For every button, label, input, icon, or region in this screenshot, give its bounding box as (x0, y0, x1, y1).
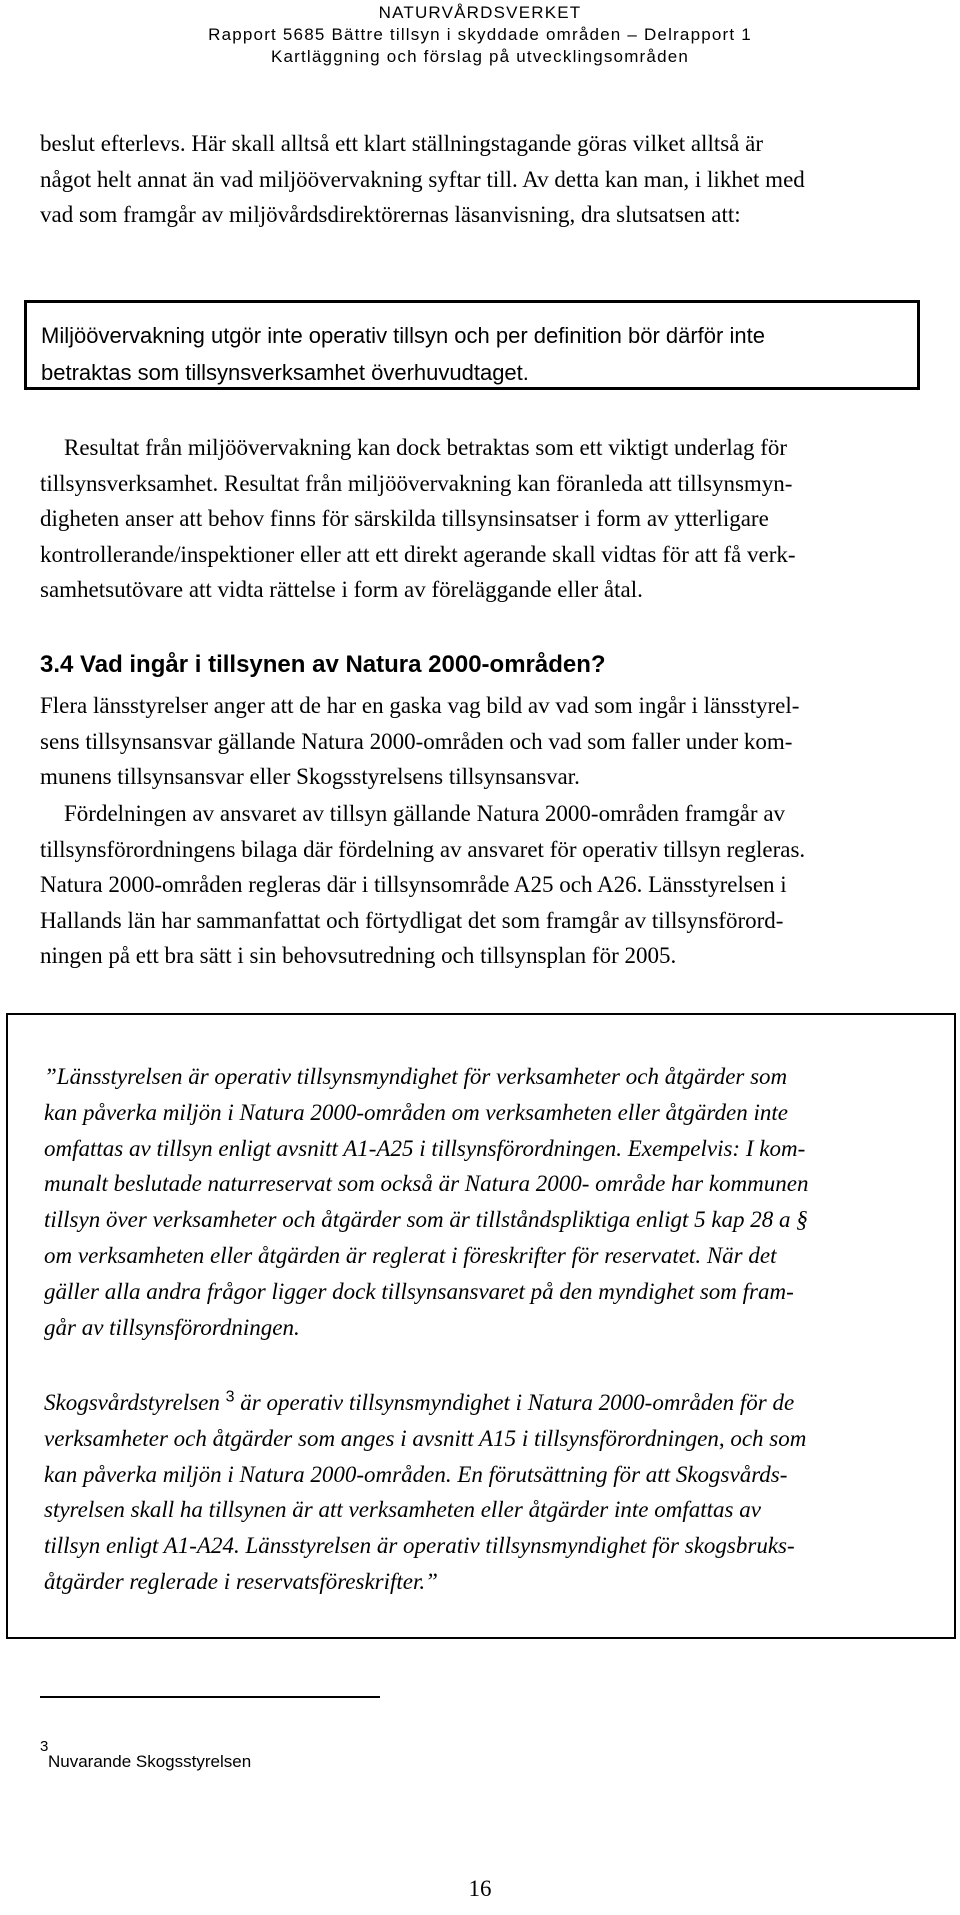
conclusion-box (24, 300, 920, 390)
page-header (0, 2, 960, 68)
header-report-title: Rapport 5685 Bättre tillsyn i skyddade områden – Delrapport 1 (208, 25, 752, 44)
footnote-number: 3 (40, 1738, 49, 1755)
quote-agency-name: Skogsvårdstyrelsen (44, 1390, 220, 1415)
header-org: NATURVÅRDSVERKET (378, 3, 582, 22)
quote-line: styrelsen skall ha tillsynen är att verksamheten eller åtgärder inte omfattas av (44, 1497, 761, 1523)
quote-line: munalt beslutade naturreservat som också är Natura 2000- område har kommunen (44, 1171, 809, 1197)
header-subtitle: Kartläggning och förslag på utvecklingsområden (270, 47, 690, 66)
result-line: kontrollerande/inspektioner eller att ett direkt agerande skall vidtas för att få verk- (40, 541, 796, 567)
quote-line: åtgärder reglerade i reservatsföreskrifter.” (44, 1568, 438, 1594)
intro-line: något helt annat än vad miljöövervakning syftar till. Av detta kan man, i likhet med (40, 166, 805, 192)
quote-line: kan påverka miljön i Natura 2000-områden. En förutsättning för att Skogsvårds- (44, 1461, 788, 1487)
section-p2-line: Fördelningen av ansvaret av tillsyn gällande Natura 2000-områden framgår av (64, 801, 786, 826)
conclusion-line: betraktas som tillsynsverksamhet överhuvudtaget. (41, 360, 529, 385)
section-p1-line: munens tillsynsansvar eller Skogsstyrelsens tillsynsansvar. (40, 764, 580, 789)
page-number: 16 (468, 1876, 492, 1901)
section-paragraph-1 (40, 688, 930, 795)
section-p2-line: tillsynsförordningens bilaga där fördelning av ansvaret för operativ tillsyn regleras. (40, 836, 806, 862)
result-line: samhetsutövare att vidta rättelse i form av föreläggande eller åtal. (40, 577, 643, 602)
intro-line: vad som framgår av miljövårdsdirektörernas läsanvisning, dra slutsatsen att: (40, 202, 741, 227)
section-heading: 3.4 Vad ingår i tillsynen av Natura 2000-områden? (40, 651, 606, 678)
section-p2-line: Hallands län har sammanfattat och förtydligat det som framgår av tillsynsförord- (40, 907, 784, 933)
footnote-reference: 3 (225, 1388, 235, 1406)
footnote-text: Nuvarande Skogsstyrelsen (48, 1752, 252, 1771)
result-paragraph (40, 430, 930, 608)
intro-paragraph (40, 126, 930, 233)
result-line: tillsynsverksamhet. Resultat från miljöövervakning kan föranleda att tillsynsmyn- (40, 470, 793, 496)
section-paragraph-2 (40, 796, 930, 974)
quote-line: gäller alla andra frågor ligger dock tillsynsansvaret på den myndighet som fram- (44, 1278, 794, 1304)
result-line: Resultat från miljöövervakning kan dock betraktas som ett viktigt underlag för (64, 435, 788, 460)
section-p2-line: ningen på ett bra sätt i sin behovsutredning och tillsynsplan för 2005. (40, 943, 677, 968)
intro-line: beslut efterlevs. Här skall alltså ett klart ställningstagande göras vilket alltså är (40, 131, 763, 156)
quote-line: ”Länsstyrelsen är operativ tillsynsmyndighet för verksamheter och åtgärder som (44, 1064, 788, 1089)
quote-box (6, 1013, 956, 1639)
section-p1-line: sens tillsynsansvar gällande Natura 2000-områden och vad som faller under kom- (40, 728, 793, 754)
quote-line: tillsyn enligt A1-A24. Länsstyrelsen är operativ tillsynsmyndighet för skogsbruks- (44, 1533, 795, 1559)
quote-paragraph-1 (44, 1059, 924, 1345)
quote-line: verksamheter och åtgärder som anges i avsnitt A15 i tillsynsförordningen, och som (44, 1425, 807, 1451)
section-p2-line: Natura 2000-områden regleras där i tillsynsområde A25 och A26. Länsstyrelsen i (40, 872, 787, 897)
quote-line: går av tillsynsförordningen. (44, 1314, 300, 1340)
quote-line: kan påverka miljön i Natura 2000-områden om verksamheten eller åtgärden inte (44, 1099, 788, 1125)
quote-first-line-rest: är operativ tillsynsmyndighet i Natura 2000-områden för de (240, 1390, 795, 1415)
quote-line: omfattas av tillsyn enligt avsnitt A1-A25 i tillsynsförordningen. Exempelvis: I kom- (44, 1135, 806, 1161)
quote-paragraph-2 (44, 1385, 924, 1600)
conclusion-line: Miljöövervakning utgör inte operativ tillsyn och per definition bör därför inte (41, 323, 765, 348)
quote-line: om verksamheten eller åtgärden är reglerat i föreskrifter för reservatet. När det (44, 1242, 777, 1268)
result-line: digheten anser att behov finns för särskilda tillsynsinsatser i form av ytterligare (40, 506, 769, 531)
section-p1-line: Flera länsstyrelser anger att de har en gaska vag bild av vad som ingår i länsstyrel- (40, 693, 800, 718)
footnote-separator (40, 1696, 380, 1698)
quote-line (44, 1385, 924, 1421)
quote-line: tillsyn över verksamheter och åtgärder som är tillståndspliktiga enligt 5 kap 28 a § (44, 1207, 808, 1233)
